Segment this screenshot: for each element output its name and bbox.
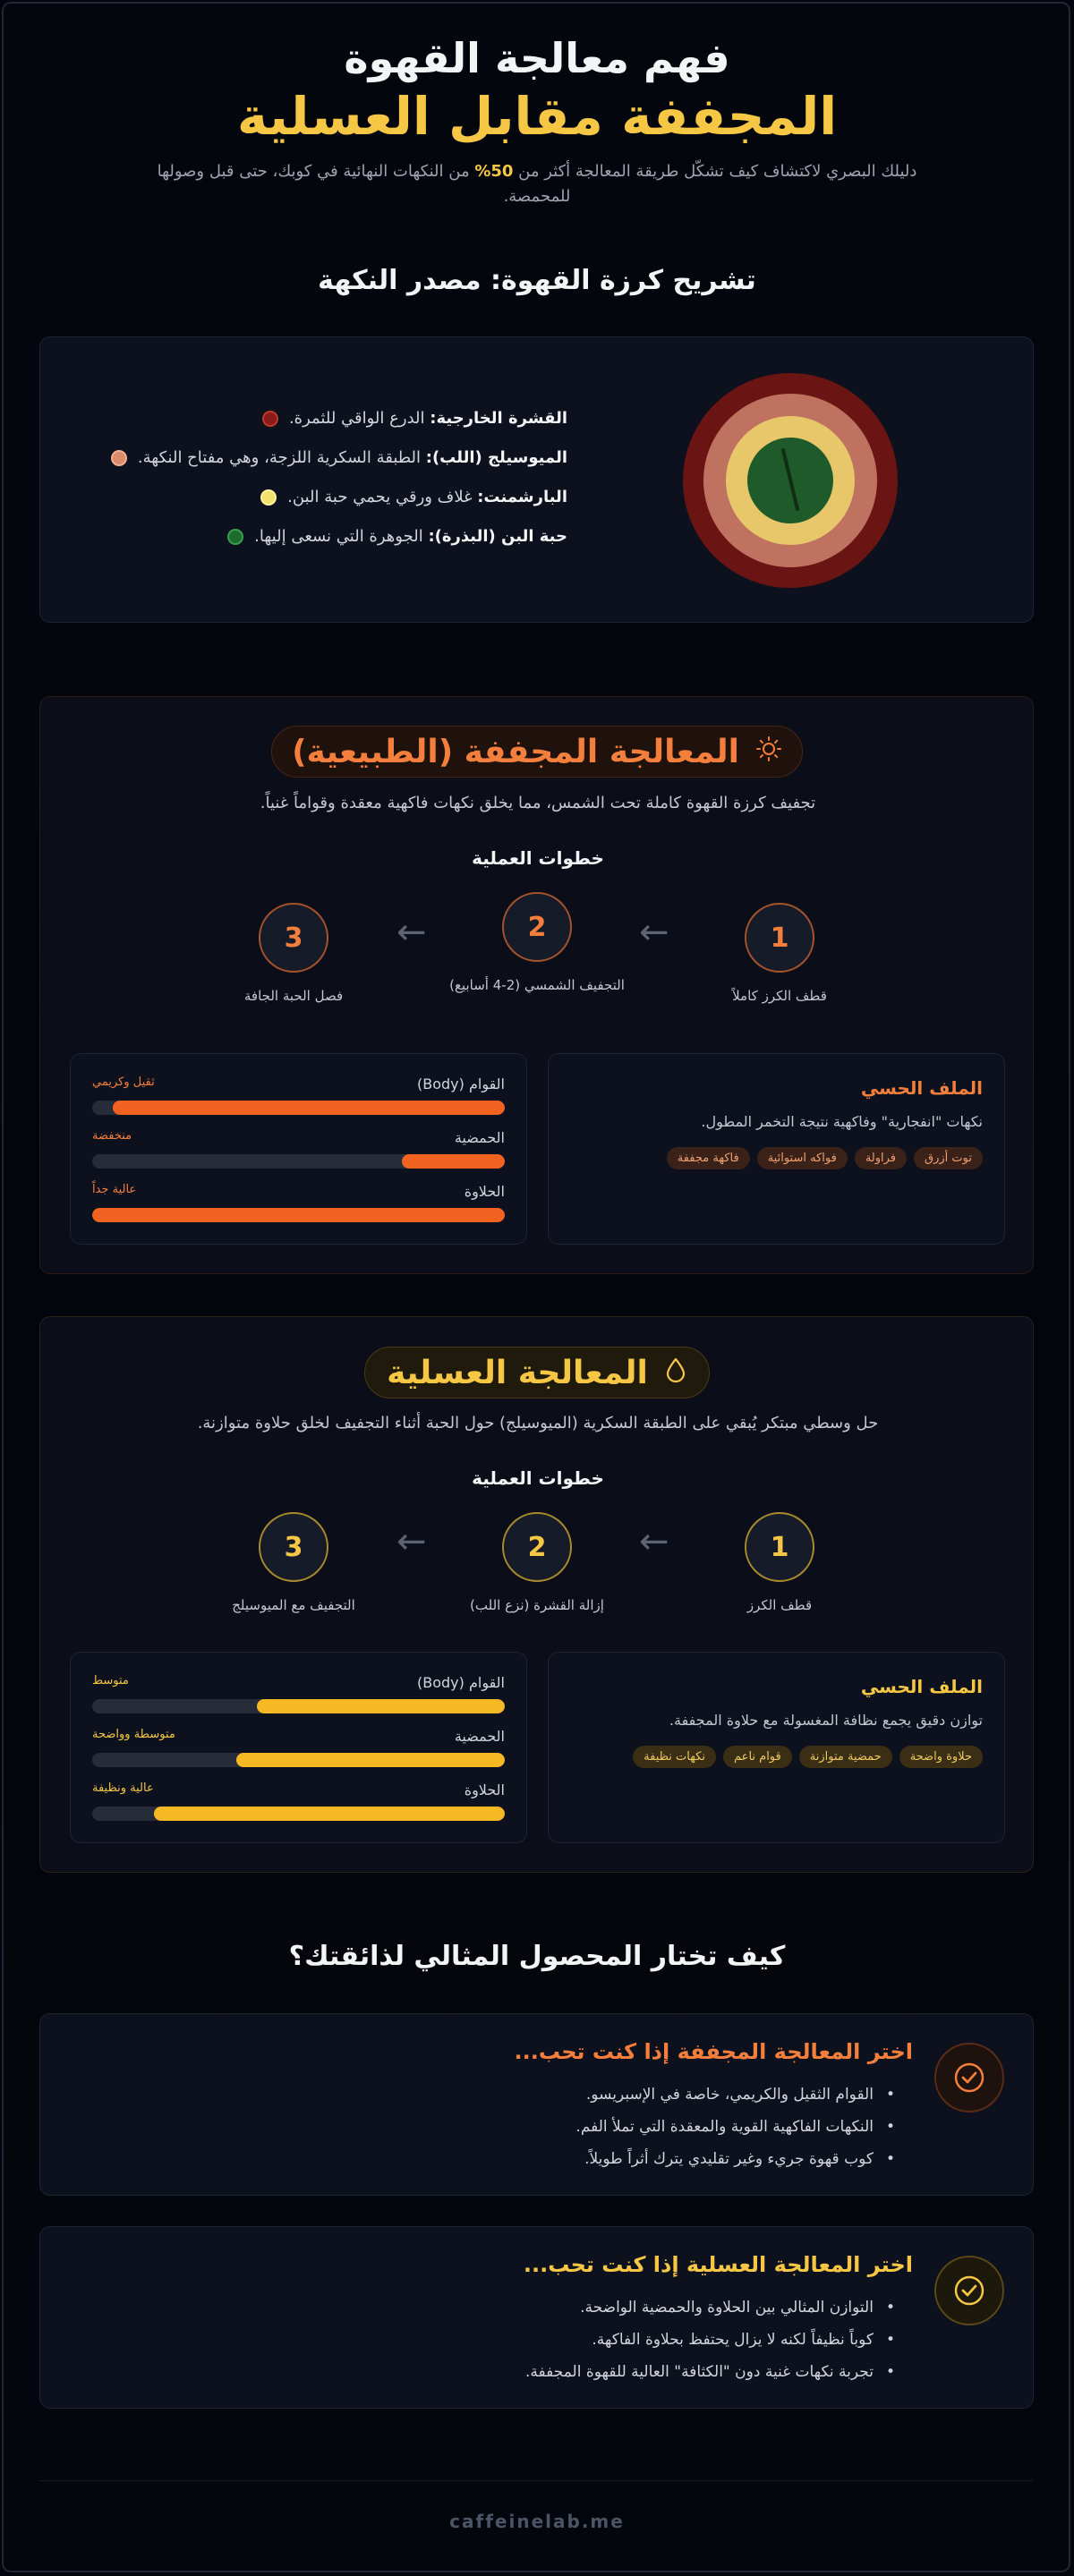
flavor-tag: توت أزرق [914, 1147, 983, 1169]
dry-process-title: المعالجة المجففة (الطبيعية) [292, 733, 739, 770]
honey-attr-body-bar [92, 1699, 505, 1713]
honey-attr-acidity-bar [92, 1753, 505, 1767]
dry-step-1-label: قطف الكرز كاملاً [732, 988, 827, 1004]
dry-attr-sweetness-bar [92, 1208, 505, 1222]
choose-dry-list [575, 2079, 895, 2175]
choose-dry-card [39, 2013, 1034, 2196]
dry-step-1-number: 1 [745, 903, 814, 973]
flavor-tag: فواكه استوائية [757, 1147, 848, 1169]
honey-process-description: حل وسطي مبتكر يُبقي على الطبقة السكرية (الميوسيلج) حول الحبة أثناء التجفيف لخلق حلاوة متوازنة. [197, 1414, 879, 1433]
choose-title: كيف تختار المحصول المثالي لذائقتك؟ [288, 1941, 786, 1972]
dry-attr-body-fill [113, 1101, 505, 1115]
legend-item-mucilage: الميوسيلج (اللب): الطبقة السكرية اللزجة، وهي مفتاح النكهة. [111, 448, 567, 467]
honey-attr-body-value: متوسط [92, 1674, 129, 1688]
dry-step-2-number: 2 [502, 892, 572, 962]
arrow-left-icon: ← [639, 1521, 669, 1562]
honey-attr-body-label: القوام (Body) [417, 1674, 505, 1691]
list-item: • القوام الثقيل والكريمي، خاصة في الإسبريسو. [575, 2079, 895, 2111]
list-item: • التوازن المثالي بين الحلاوة والحمضية الواضحة. [525, 2291, 895, 2324]
legend-item-bean: حبة البن (البذرة): الجوهرة التي نسعى إليها. [227, 527, 567, 546]
skin-dot-icon [262, 411, 278, 427]
dry-process-card [39, 696, 1034, 1274]
hero-subtitle: دليلك البصري لاكتشاف كيف تشكّل طريقة المعالجة أكثر من 50% من النكهات النهائية في كوبك، حتى قبل وصولها للمحمصة. [157, 162, 917, 206]
dry-profile-card [548, 1053, 1005, 1245]
dry-profile-text: نكهات "انفجارية" وفاكهية نتيجة التخمر المطول. [701, 1113, 983, 1130]
dry-attr-body-label: القوام (Body) [417, 1075, 505, 1092]
dry-steps-heading: خطوات العملية [472, 847, 604, 869]
honey-steps-heading: خطوات العملية [472, 1467, 604, 1489]
check-circle-icon [934, 2256, 1004, 2325]
honey-process-title-pill [364, 1347, 710, 1399]
dry-flavor-tags [667, 1147, 983, 1169]
hero-title-line2: المجففة مقابل العسلية [236, 86, 838, 147]
choose-honey-list [525, 2291, 895, 2388]
honey-profile-card [548, 1652, 1005, 1843]
honey-attr-sweetness-bar [92, 1807, 505, 1821]
dry-attr-sweetness-label: الحلاوة [464, 1183, 505, 1200]
dry-attr-body-value: ثقيل وكريمي [92, 1075, 155, 1089]
dry-profile-title: الملف الحسي [860, 1077, 983, 1099]
flavor-tag: قوام ناعم [723, 1746, 792, 1768]
honey-step-1-label: قطف الكرز [746, 1597, 813, 1613]
arrow-left-icon: ← [396, 1521, 427, 1562]
honey-attr-body-fill [257, 1699, 505, 1713]
honey-profile-title: الملف الحسي [860, 1676, 983, 1697]
bean-dot-icon [227, 529, 243, 545]
flavor-tag: نكهات نظيفة [633, 1746, 716, 1768]
dry-attr-acidity-fill [402, 1154, 505, 1169]
footer-site[interactable]: caffeinelab.me [449, 2511, 625, 2532]
honey-profile-text: توازن دقيق يجمع نظافة المغسولة مع حلاوة المجففة. [669, 1712, 983, 1729]
honey-step-3-number: 3 [259, 1512, 328, 1582]
drop-icon [664, 1355, 687, 1391]
dry-attr-acidity-label: الحمضية [454, 1129, 505, 1146]
honey-attr-sweetness-value: عالية ونظيفة [92, 1781, 154, 1795]
honey-attr-acidity-fill [236, 1753, 505, 1767]
honey-attr-acidity-label: الحمضية [454, 1728, 505, 1745]
parchment-dot-icon [260, 489, 277, 506]
dry-attr-acidity-value: منخفضة [92, 1129, 132, 1143]
honey-step-2-label: إزالة القشرة (نزع اللب) [470, 1597, 604, 1613]
honey-flavor-tags [633, 1746, 983, 1768]
dry-attr-sweetness-value: عالية جداً [92, 1183, 137, 1196]
dry-attributes-card [70, 1053, 527, 1245]
legend-item-skin: القشرة الخارجية: الدرع الواقي للثمرة. [262, 409, 567, 428]
arrow-left-icon: ← [639, 912, 669, 953]
flavor-tag: حلاوة واضحة [899, 1746, 983, 1768]
list-item: • كوب قهوة جريء وغير تقليدي يترك أثراً طويلاً. [575, 2143, 895, 2175]
coffee-cherry-diagram [681, 371, 899, 590]
honey-process-card [39, 1316, 1034, 1873]
legend-item-parchment: البارشمنت: غلاف ورقي يحمي حبة البن. [260, 488, 567, 506]
honey-process-title: المعالجة العسلية [387, 1354, 648, 1391]
dry-attr-sweetness-fill [92, 1208, 505, 1222]
anatomy-card [39, 336, 1034, 623]
footer-divider [39, 2480, 1033, 2481]
dry-attr-acidity-bar [92, 1154, 505, 1169]
honey-step-1-number: 1 [745, 1512, 814, 1582]
honey-attributes-card [70, 1652, 527, 1843]
hero-title-line1: فهم معالجة القهوة [344, 34, 730, 82]
list-item: • النكهات الفاكهية القوية والمعقدة التي تملأ الفم. [575, 2111, 895, 2143]
honey-attr-acidity-value: متوسطة وواضحة [92, 1728, 175, 1741]
honey-attr-sweetness-fill [154, 1807, 505, 1821]
mucilage-dot-icon [111, 450, 127, 466]
dry-process-title-pill [271, 726, 803, 778]
dry-process-description: تجفيف كرزة القهوة كاملة تحت الشمس، مما يخلق نكهات فاكهية معقدة وقواماً غنياً. [260, 794, 816, 812]
anatomy-title: تشريح كرزة القهوة: مصدر النكهة [318, 265, 756, 296]
choose-honey-card [39, 2226, 1034, 2409]
list-item: • تجربة نكهات غنية دون "الكثافة" العالية للقهوة المجففة. [525, 2356, 895, 2388]
honey-attr-sweetness-label: الحلاوة [464, 1781, 505, 1798]
flavor-tag: فراولة [855, 1147, 907, 1169]
dry-step-2-label: التجفيف الشمسي (2-4 أسابيع) [449, 977, 625, 993]
flavor-tag: فاكهة مجففة [667, 1147, 750, 1169]
dry-attr-body-bar [92, 1101, 505, 1115]
honey-step-3-label: التجفيف مع الميوسيلج [232, 1597, 355, 1613]
check-circle-icon [934, 2043, 1004, 2113]
honey-step-2-number: 2 [502, 1512, 572, 1582]
highlight-percent: 50% [474, 162, 514, 181]
flavor-tag: حمضية متوازنة [799, 1746, 892, 1768]
choose-honey-heading: اختر المعالجة العسلية إذا كنت تحب... [523, 2252, 913, 2277]
choose-dry-heading: اختر المعالجة المجففة إذا كنت تحب... [514, 2039, 913, 2064]
list-item: • كوباً نظيفاً لكنه لا يزال يحتفظ بحلاوة الفاكهة. [525, 2324, 895, 2356]
sun-icon [755, 734, 782, 770]
arrow-left-icon: ← [396, 912, 427, 953]
dry-step-3-number: 3 [259, 903, 328, 973]
dry-step-3-label: فصل الحبة الجافة [243, 988, 344, 1004]
